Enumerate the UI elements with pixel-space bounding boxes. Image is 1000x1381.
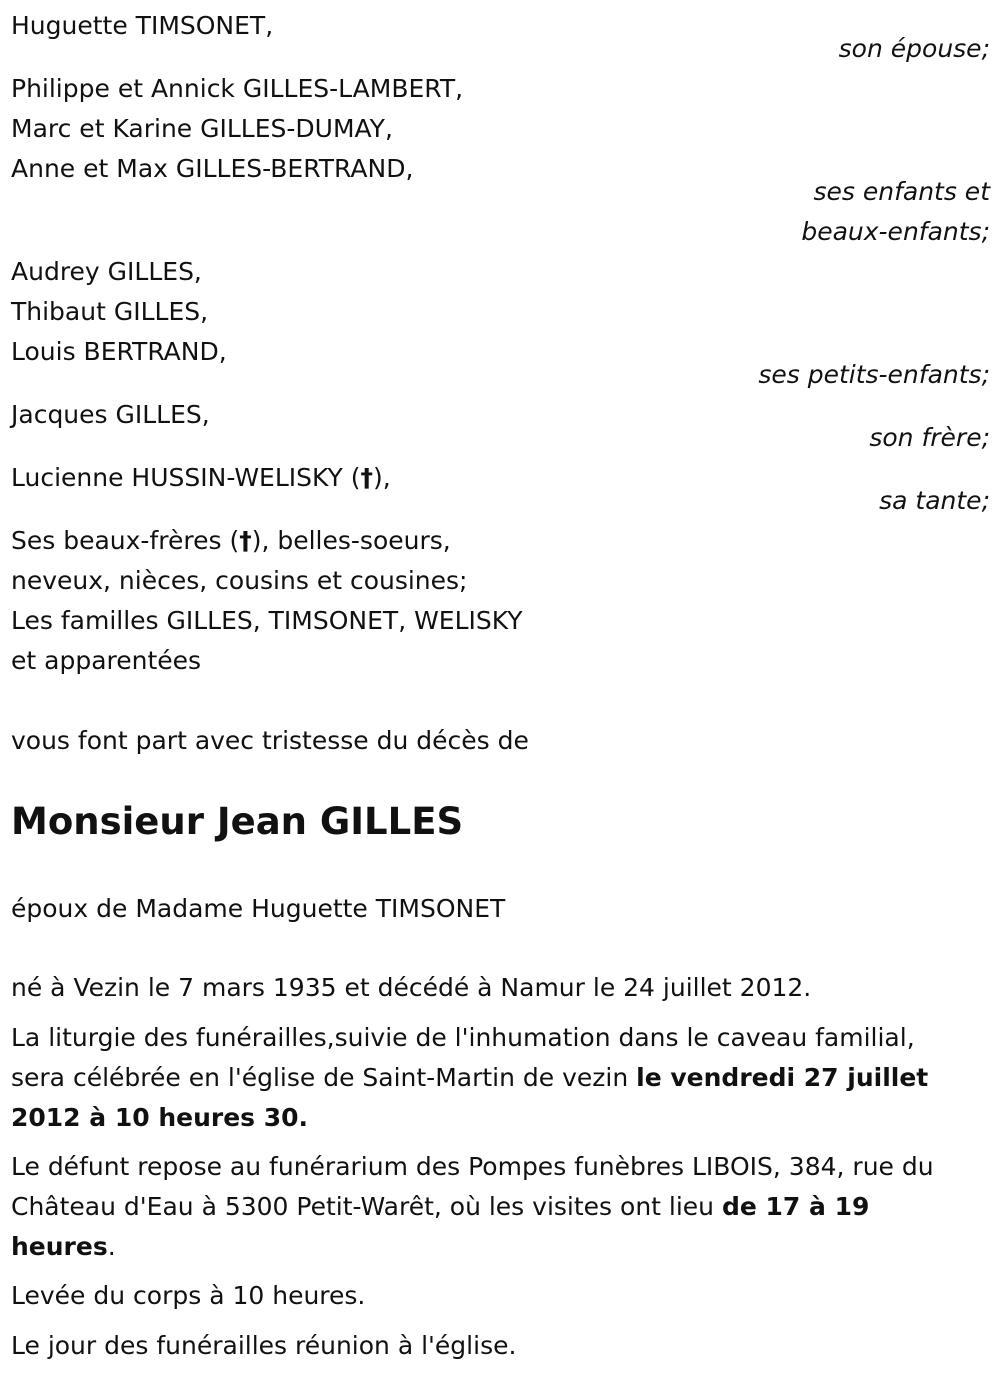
visit-end: . xyxy=(107,1232,116,1261)
funeral-paragraph xyxy=(11,1018,966,1138)
birth-death-line: né à Vezin le 7 mars 1935 et décédé à Namur le 24 juillet 2012. xyxy=(11,973,812,1002)
spouse-role: son épouse; xyxy=(838,34,990,63)
visit-paragraph xyxy=(11,1147,966,1267)
brother-name: Jacques GILLES, xyxy=(11,400,210,429)
funeral-text: La liturgie des funérailles,suivie de l'inhumation dans le caveau familial, sera célébrée en l'église de Saint-Martin de vezin xyxy=(11,1023,915,1092)
aunt-name-text: Lucienne HUSSIN-WELISKY ( xyxy=(11,463,361,492)
others-line-4: et apparentées xyxy=(11,646,202,675)
grandchildren-role: ses petits-enfants; xyxy=(758,360,990,389)
meeting-line: Le jour des funérailles réunion à l'église. xyxy=(11,1331,517,1360)
children-role-line-2: beaux-enfants; xyxy=(801,217,990,246)
others-line-2: neveux, nièces, cousins et cousines; xyxy=(11,566,468,595)
aunt-role: sa tante; xyxy=(879,486,990,515)
deceased-spouse-line: époux de Madame Huguette TIMSONET xyxy=(11,894,506,923)
cross-icon: † xyxy=(360,463,373,492)
child-line-3: Anne et Max GILLES-BERTRAND, xyxy=(11,154,414,183)
brother-role: son frère; xyxy=(869,423,990,452)
spouse-name: Huguette TIMSONET, xyxy=(11,11,274,40)
visit-text: Le défunt repose au funérarium des Pompes funèbres LIBOIS, 384, rue du Château d'Eau à 5300 Petit-Warêt, où les visites ont lieu xyxy=(11,1152,934,1221)
cross-icon: † xyxy=(239,526,252,555)
aunt-name-end: ), xyxy=(373,463,391,492)
child-line-2: Marc et Karine GILLES-DUMAY, xyxy=(11,114,393,143)
others-line-1-text: Ses beaux-frères ( xyxy=(11,526,240,555)
aunt-name xyxy=(11,463,391,493)
child-line-1: Philippe et Annick GILLES-LAMBERT, xyxy=(11,74,464,103)
grandchild-line-2: Thibaut GILLES, xyxy=(11,297,209,326)
visit-hours: de 17 à 19 heures xyxy=(11,1192,870,1261)
others-line-1 xyxy=(11,526,451,556)
grandchild-line-3: Louis BERTRAND, xyxy=(11,337,227,366)
others-line-3: Les familles GILLES, TIMSONET, WELISKY xyxy=(11,606,523,635)
body-lift-line: Levée du corps à 10 heures. xyxy=(11,1281,366,1310)
funeral-date: le vendredi 27 juillet 2012 à 10 heures 30. xyxy=(11,1063,929,1132)
others-line-1-end: ), belles-soeurs, xyxy=(251,526,451,555)
announcement-text: vous font part avec tristesse du décès de xyxy=(11,726,529,755)
children-role-line-1: ses enfants et xyxy=(813,177,990,206)
grandchild-line-1: Audrey GILLES, xyxy=(11,257,202,286)
deceased-name: Monsieur Jean GILLES xyxy=(11,800,464,843)
